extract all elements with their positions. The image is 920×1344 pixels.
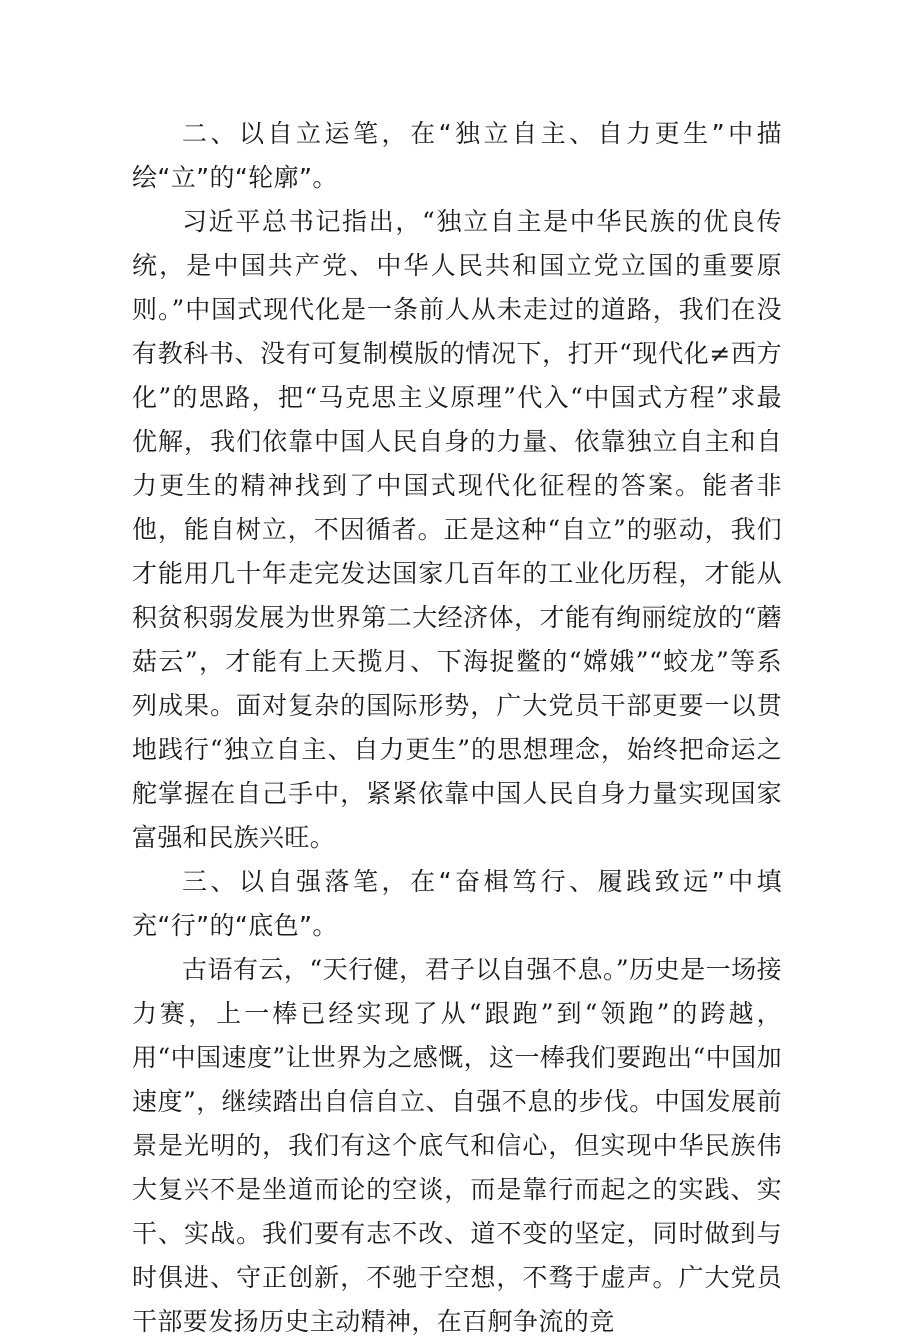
section-heading-2: 二、以自立运笔，在“独立自主、自力更生”中描绘“立”的“轮廓”。 — [132, 119, 782, 192]
section-paragraph-3: 古语有云，“天行健，君子以自强不息。”历史是一场接力赛，上一棒已经实现了从“跟跑”到“领跑”的跨越，用“中国速度”让世界为之感慨，这一棒我们要跑出“中国加速度”，继续踏出自信自立、自强不息的步伐。中国发展前景是光明的，我们有这个底气和信心，但实现中华民族伟大复兴不是坐道而论的空谈，而是靠行而起之的实践、实干、实战。我们要有志不改、道不变的坚定，同时做到与时俱进、守正创新，不驰于空想，不骛于虚声。广大党员干部要发扬历史主动精神，在百舸争流的竞 — [132, 955, 782, 1336]
document-body — [132, 112, 782, 1344]
section-heading-3: 三、以自强落笔，在“奋楫笃行、履践致远”中填充“行”的“底色”。 — [132, 867, 782, 940]
section-paragraph-2: 习近平总书记指出，“独立自主是中华民族的优良传统，是中国共产党、中华人民共和国立党立国的重要原则。”中国式现代化是一条前人从未走过的道路，我们在没有教科书、没有可复制模版的情况下，打开“现代化≠西方化”的思路，把“马克思主义原理”代入“中国式方程”求最优解，我们依靠中国人民自身的力量、依靠独立自主和自力更生的精神找到了中国式现代化征程的答案。能者非他，能自树立，不因循者。正是这种“自立”的驱动，我们才能用几十年走完发达国家几百年的工业化历程，才能从积贫积弱发展为世界第二大经济体，才能有绚丽绽放的“蘑菇云”，才能有上天揽月、下海捉鳖的“嫦娥”“蛟龙”等系列成果。面对复杂的国际形势，广大党员干部更要一以贯地践行“独立自主、自力更生”的思想理念，始终把命运之舵掌握在自己手中，紧紧依靠中国人民自身力量实现国家富强和民族兴旺。 — [132, 207, 782, 852]
